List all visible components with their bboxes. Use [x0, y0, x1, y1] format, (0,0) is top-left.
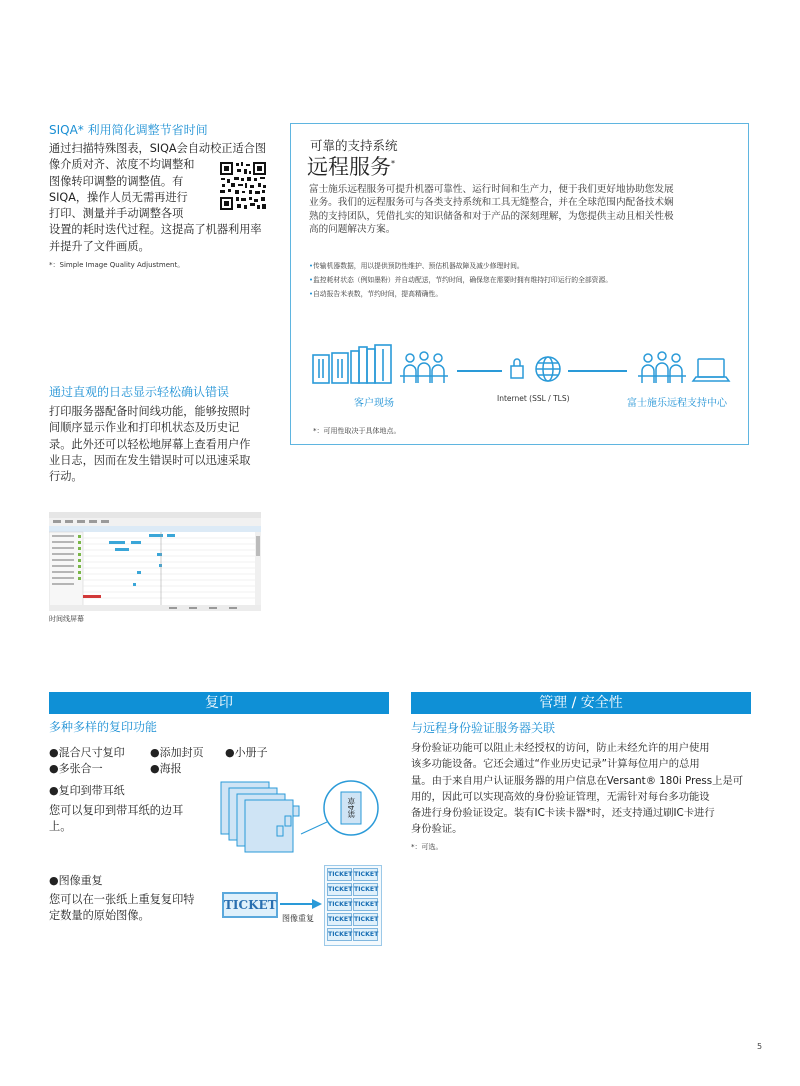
ticket-copy: TICKET	[353, 898, 378, 911]
customer-people-icon	[400, 352, 448, 383]
ticket-copy: TICKET	[327, 883, 352, 896]
laptop-icon	[693, 359, 729, 381]
arrow-right-icon	[278, 896, 324, 912]
ticket-copy: TICKET	[327, 913, 352, 926]
remote-title: 远程服务*	[307, 155, 395, 179]
remote-service-diagram	[310, 343, 750, 388]
remote-bullet: •监控耗材状态（例如墨粉）并自动配送，节约时间，确保您在需要时拥有维持打印运行的全部资源。	[309, 276, 613, 284]
page-number: 5	[757, 1042, 763, 1051]
ticket-copy: TICKET	[353, 913, 378, 926]
ticket-copy: TICKET	[327, 928, 352, 941]
globe-icon	[536, 357, 560, 381]
remote-subtitle: 可靠的支持系统	[310, 138, 398, 153]
siqa-body: 通过扫描特殊图表，SIQA会自动校正适合图 像介质对齐、浓度不均调整和 图像转印调整的调整值。有 SIQA，操作人员无需再进行 打印、测量并手动调整各项 设置的耗时迭代过程。这提高了机器利用率 并提升了文件画质。	[49, 142, 267, 253]
timeline-screenshot	[49, 512, 261, 611]
ticket-original: TICKET	[222, 892, 278, 918]
customer-site-label: 客户现场	[354, 398, 394, 409]
copy-bullet-nup: ●多张合一	[49, 762, 103, 775]
log-body: 打印服务器配备时间线功能，能够按照时 间顺序显示作业和打印机状态及历史记 录。此外还可以轻松地屏幕上查看用户作 业日志，因而在发生错误时可以迅速采取 行动。	[49, 405, 251, 484]
management-body: 身份验证功能可以阻止未经授权的访问，防止未经允许的用户使用 该多功能设备。它还会通过“作业历史记录”计算每位用户的总用 量。由于来自用户认证服务器的用户信息在Versant® 180i Press上是可 用的，因此可以实现高效的身份验证管理，无需针对每台多功能设 备进行身份验证设定。装有IC卡读卡器*时，还支持通过刷IC卡进行 身份验证。	[411, 742, 744, 836]
factory-building-icon	[313, 345, 391, 383]
tab-copy-body: 您可以复印到带耳纸的边耳 上。	[49, 804, 184, 834]
qr-code-icon	[219, 161, 267, 211]
remote-bullet-list	[309, 259, 739, 301]
support-people-icon	[638, 352, 686, 383]
image-repeat-label: 图像重复	[282, 914, 314, 923]
tab-label: 第4章	[347, 797, 356, 819]
ticket-copy: TICKET	[353, 868, 378, 881]
image-repeat-title: ●图像重复	[49, 874, 103, 887]
management-section-band: 管理 / 安全性	[411, 692, 751, 714]
ticket-copy: TICKET	[327, 898, 352, 911]
copy-heading: 多种多样的复印功能	[49, 720, 158, 734]
ticket-copy: TICKET	[327, 868, 352, 881]
copy-bullet-cover: ●添加封页	[150, 746, 204, 759]
management-footnote: *：可选。	[411, 843, 443, 851]
copy-bullet-poster: ●海报	[150, 762, 182, 775]
remote-description: 富士施乐远程服务可提升机器可靠性、运行时间和生产力，便于我们更好地协助您发展 业务。我们的远程服务可与各类支持系统和工具无缝整合，并在全球范围内配备技术娴 熟的支持团队，凭借扎实的知识储备和对于产品的深刻理解，为您提供主动且相关性极 高的问题解决方案。	[309, 184, 674, 236]
log-heading: 通过直观的日志显示轻松确认错误	[49, 385, 230, 399]
ticket-copy: TICKET	[353, 883, 378, 896]
ticket-copy: TICKET	[353, 928, 378, 941]
management-heading: 与远程身份验证服务器关联	[411, 721, 556, 735]
ticket-repeat-sheet	[324, 865, 382, 946]
remote-bullet: •传输机器数据，用以提供预防性维护、预估机器故障及减少修理时间。	[309, 262, 524, 270]
tab-paper-illustration	[215, 778, 380, 860]
remote-bullet: •自动报告米表数，节约时间，提高精确性。	[309, 290, 443, 298]
copy-bullet-booklet: ●小册子	[225, 746, 268, 759]
timeline-caption: 时间线屏幕	[49, 615, 84, 623]
remote-footnote: *：可用性取决于具体地点。	[313, 427, 401, 435]
internet-label: Internet (SSL / TLS)	[497, 394, 570, 403]
support-center-label: 富士施乐远程支持中心	[627, 398, 727, 409]
siqa-heading: SIQA* 利用简化调整节省时间	[49, 123, 208, 137]
copy-section-band: 复印	[49, 692, 389, 714]
lock-icon	[511, 359, 523, 378]
image-repeat-body: 您可以在一张纸上重复复印特 定数量的原始图像。	[49, 893, 195, 923]
tab-copy-title: ●复印到带耳纸	[49, 784, 125, 797]
siqa-footnote: *：Simple Image Quality Adjustment。	[49, 261, 185, 269]
copy-bullet-mixed-size: ●混合尺寸复印	[49, 746, 125, 759]
